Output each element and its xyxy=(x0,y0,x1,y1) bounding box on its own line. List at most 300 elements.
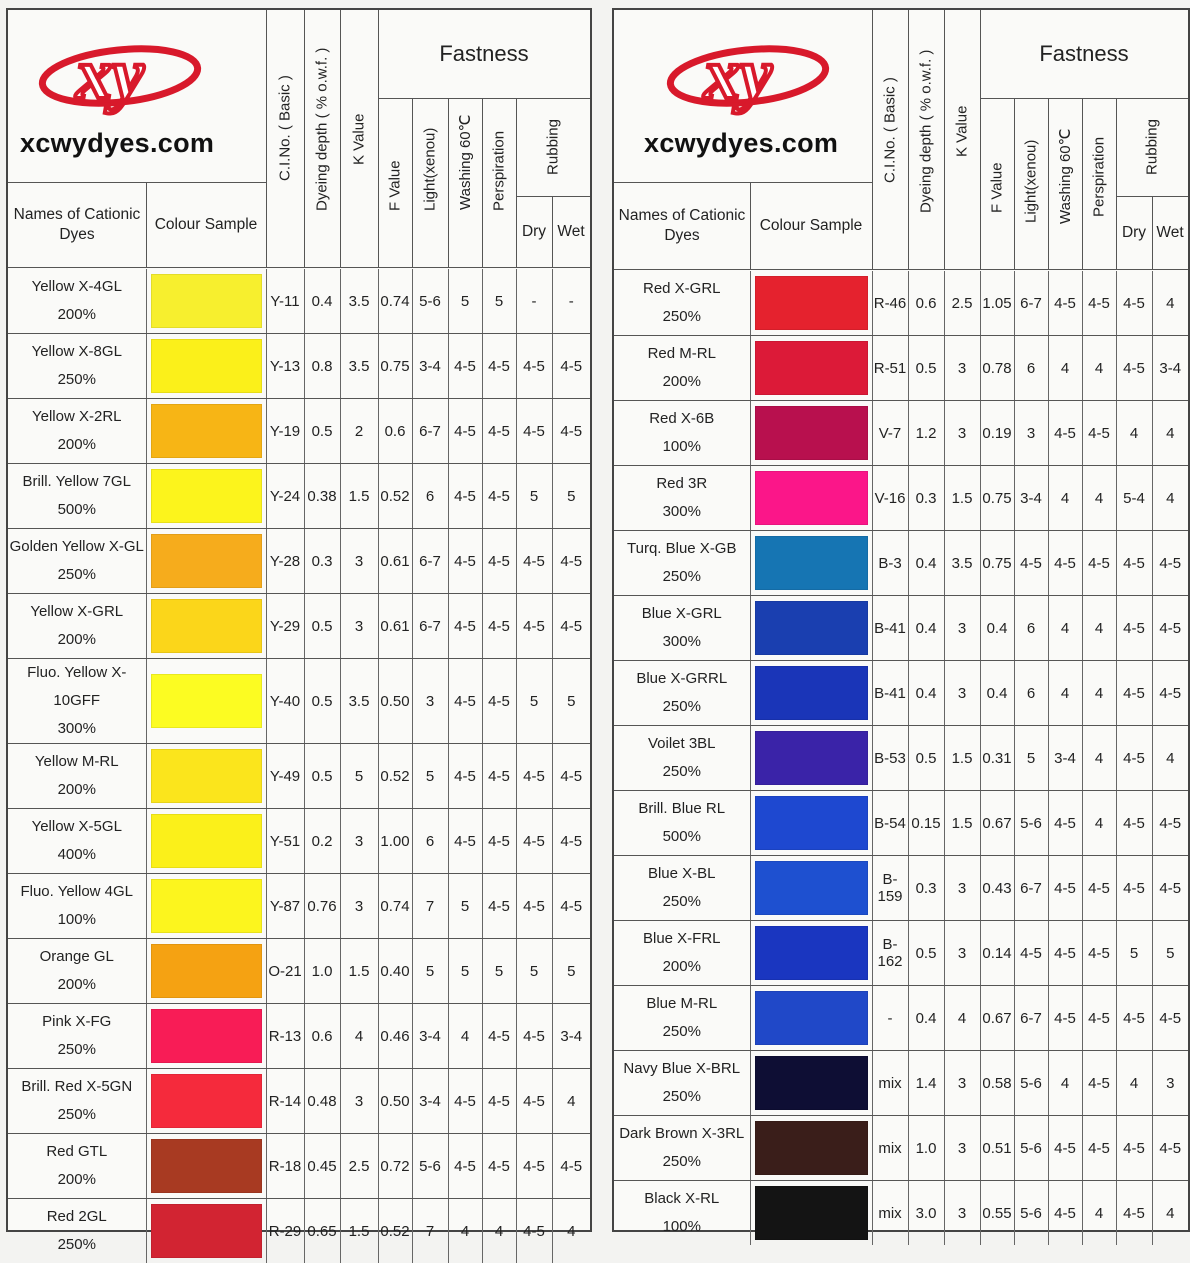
light-fastness-cell: 6-7 xyxy=(412,594,448,659)
dye-name-cell xyxy=(614,986,750,1051)
header-fastness: Fastness xyxy=(378,10,590,99)
colour-swatch xyxy=(755,666,868,720)
header-perspiration: Perspiration xyxy=(482,98,517,268)
rubbing-wet-cell: 4-5 xyxy=(1152,986,1188,1051)
dye-strength: 250% xyxy=(614,563,750,591)
table-row xyxy=(8,529,590,594)
rubbing-dry-cell: 4-5 xyxy=(1116,271,1152,336)
rubbing-wet-cell: 4 xyxy=(1152,466,1188,531)
perspiration-fastness-cell: 4-5 xyxy=(1082,986,1116,1051)
k-value-cell: 3 xyxy=(944,1181,980,1246)
dye-name: Orange GL xyxy=(8,943,146,971)
table-row xyxy=(614,596,1188,661)
k-value-cell: 3.5 xyxy=(340,269,378,334)
k-value-cell: 4 xyxy=(944,986,980,1051)
colour-swatch xyxy=(755,341,868,395)
dyeing-depth-cell: 0.4 xyxy=(304,269,340,334)
dye-name-cell xyxy=(8,334,146,399)
colour-sample-cell xyxy=(750,921,872,986)
k-value-cell: 3 xyxy=(944,921,980,986)
washing-fastness-cell: 4-5 xyxy=(448,399,482,464)
dyeing-depth-cell: 0.65 xyxy=(304,1199,340,1263)
ci-no-cell: Y-49 xyxy=(266,744,304,809)
dye-name: Brill. Red X-5GN xyxy=(8,1073,146,1101)
f-value-cell: 0.75 xyxy=(378,334,412,399)
ci-no-cell: B-3 xyxy=(872,531,908,596)
k-value-cell: 1.5 xyxy=(944,726,980,791)
colour-swatch xyxy=(151,599,262,653)
colour-swatch xyxy=(755,1121,868,1175)
rubbing-dry-cell: 5-4 xyxy=(1116,466,1152,531)
header-k-value: K Value xyxy=(944,10,981,270)
colour-swatch xyxy=(151,944,262,998)
washing-fastness-cell: 4 xyxy=(448,1004,482,1069)
colour-sample-cell xyxy=(750,271,872,336)
f-value-cell: 0.58 xyxy=(980,1051,1014,1116)
perspiration-fastness-cell: 5 xyxy=(482,939,516,1004)
dyeing-depth-cell: 0.15 xyxy=(908,791,944,856)
washing-fastness-cell: 3-4 xyxy=(1048,726,1082,791)
colour-sample-cell xyxy=(750,466,872,531)
f-value-cell: 0.78 xyxy=(980,336,1014,401)
rubbing-dry-cell: 5 xyxy=(516,659,552,744)
header-light: Light(xenou) xyxy=(412,98,449,268)
colour-swatch xyxy=(151,274,262,328)
washing-fastness-cell: 4-5 xyxy=(1048,856,1082,921)
washing-fastness-cell: 4-5 xyxy=(1048,1116,1082,1181)
rubbing-wet-cell: 4-5 xyxy=(552,874,590,939)
dye-name: Red 2GL xyxy=(8,1203,146,1231)
dyeing-depth-cell: 0.4 xyxy=(908,596,944,661)
colour-swatch xyxy=(755,471,868,525)
perspiration-fastness-cell: 5 xyxy=(482,269,516,334)
header-names: Names of Cationic Dyes xyxy=(8,182,147,268)
dye-name-cell xyxy=(614,336,750,401)
light-fastness-cell: 6 xyxy=(1014,596,1048,661)
washing-fastness-cell: 5 xyxy=(448,269,482,334)
rubbing-wet-cell: 4-5 xyxy=(552,1134,590,1199)
table-row xyxy=(614,1051,1188,1116)
washing-fastness-cell: 4-5 xyxy=(448,1134,482,1199)
f-value-cell: 0.61 xyxy=(378,529,412,594)
washing-fastness-cell: 4-5 xyxy=(448,1069,482,1134)
dyeing-depth-cell: 0.5 xyxy=(304,744,340,809)
k-value-cell: 3.5 xyxy=(340,659,378,744)
f-value-cell: 1.05 xyxy=(980,271,1014,336)
ci-no-cell: mix xyxy=(872,1116,908,1181)
washing-fastness-cell: 4-5 xyxy=(1048,1181,1082,1246)
dye-name: Red X-6B xyxy=(614,405,750,433)
table-row xyxy=(614,271,1188,336)
rubbing-wet-cell: 4 xyxy=(1152,1181,1188,1246)
k-value-cell: 3.5 xyxy=(944,531,980,596)
f-value-cell: 1.00 xyxy=(378,809,412,874)
dye-strength: 250% xyxy=(614,1083,750,1111)
dye-name-cell xyxy=(8,464,146,529)
colour-sample-cell xyxy=(750,596,872,661)
f-value-cell: 0.67 xyxy=(980,986,1014,1051)
dye-name-cell xyxy=(8,1134,146,1199)
colour-sample-cell xyxy=(146,269,266,334)
f-value-cell: 0.14 xyxy=(980,921,1014,986)
perspiration-fastness-cell: 4-5 xyxy=(482,659,516,744)
k-value-cell: 1.5 xyxy=(340,939,378,1004)
light-fastness-cell: 6 xyxy=(412,464,448,529)
rubbing-wet-cell: 4 xyxy=(552,1199,590,1263)
perspiration-fastness-cell: 4 xyxy=(482,1199,516,1263)
ci-no-cell: B-41 xyxy=(872,596,908,661)
colour-swatch xyxy=(755,991,868,1045)
f-value-cell: 0.74 xyxy=(378,874,412,939)
f-value-cell: 0.46 xyxy=(378,1004,412,1069)
colour-swatch xyxy=(755,1186,868,1240)
rubbing-wet-cell: 4-5 xyxy=(552,744,590,809)
logo-area xyxy=(614,10,873,183)
header-fastness: Fastness xyxy=(980,10,1188,99)
header-washing: Washing 60℃ xyxy=(1048,98,1083,270)
f-value-cell: 0.4 xyxy=(980,596,1014,661)
dyeing-depth-cell: 0.4 xyxy=(908,661,944,726)
light-fastness-cell: 5-6 xyxy=(1014,1116,1048,1181)
colour-swatch xyxy=(151,1074,262,1128)
dye-name-cell xyxy=(8,269,146,334)
f-value-cell: 0.43 xyxy=(980,856,1014,921)
washing-fastness-cell: 4-5 xyxy=(1048,791,1082,856)
washing-fastness-cell: 5 xyxy=(448,939,482,1004)
light-fastness-cell: 7 xyxy=(412,874,448,939)
light-fastness-cell: 5 xyxy=(412,939,448,1004)
k-value-cell: 3 xyxy=(944,336,980,401)
dye-strength: 250% xyxy=(8,366,146,394)
dye-chart-left xyxy=(6,8,592,1232)
dyeing-depth-cell: 0.6 xyxy=(304,1004,340,1069)
rubbing-dry-cell: 5 xyxy=(1116,921,1152,986)
k-value-cell: 3.5 xyxy=(340,334,378,399)
dye-name-cell xyxy=(614,1181,750,1246)
colour-swatch xyxy=(151,879,262,933)
colour-sample-cell xyxy=(146,1069,266,1134)
dye-name: Brill. Blue RL xyxy=(614,795,750,823)
perspiration-fastness-cell: 4-5 xyxy=(1082,921,1116,986)
k-value-cell: 3 xyxy=(944,1051,980,1116)
colour-sample-cell xyxy=(146,594,266,659)
perspiration-fastness-cell: 4-5 xyxy=(482,1069,516,1134)
rubbing-dry-cell: 4-5 xyxy=(1116,596,1152,661)
dyeing-depth-cell: 0.8 xyxy=(304,334,340,399)
header-rubbing: Rubbing xyxy=(516,98,590,197)
ci-no-cell: Y-51 xyxy=(266,809,304,874)
dye-name-cell xyxy=(614,921,750,986)
dye-strength: 250% xyxy=(8,561,146,589)
dye-name: Dark Brown X-3RL xyxy=(614,1120,750,1148)
ci-no-cell: O-21 xyxy=(266,939,304,1004)
light-fastness-cell: 6-7 xyxy=(1014,856,1048,921)
dye-strength: 500% xyxy=(614,823,750,851)
table-row xyxy=(8,269,590,334)
dyeing-depth-cell: 3.0 xyxy=(908,1181,944,1246)
k-value-cell: 1.5 xyxy=(340,464,378,529)
rubbing-dry-cell: 4-5 xyxy=(516,1004,552,1069)
light-fastness-cell: 3 xyxy=(1014,401,1048,466)
rubbing-dry-cell: 5 xyxy=(516,464,552,529)
colour-sample-cell xyxy=(146,1199,266,1263)
site-url: xcwydyes.com xyxy=(644,128,838,159)
dyeing-depth-cell: 0.45 xyxy=(304,1134,340,1199)
dye-name: Voilet 3BL xyxy=(614,730,750,758)
colour-swatch xyxy=(151,674,262,728)
washing-fastness-cell: 4-5 xyxy=(1048,531,1082,596)
k-value-cell: 2 xyxy=(340,399,378,464)
table-row xyxy=(614,1181,1188,1246)
ci-no-cell: B-54 xyxy=(872,791,908,856)
table-row xyxy=(8,659,590,744)
perspiration-fastness-cell: 4-5 xyxy=(482,1004,516,1069)
table-row xyxy=(8,809,590,874)
rubbing-dry-cell: 4-5 xyxy=(516,744,552,809)
colour-sample-cell xyxy=(146,464,266,529)
light-fastness-cell: 5-6 xyxy=(412,1134,448,1199)
dye-name-cell xyxy=(8,1004,146,1069)
perspiration-fastness-cell: 4 xyxy=(1082,1181,1116,1246)
perspiration-fastness-cell: 4 xyxy=(1082,661,1116,726)
dyeing-depth-cell: 0.2 xyxy=(304,809,340,874)
perspiration-fastness-cell: 4-5 xyxy=(1082,401,1116,466)
colour-sample-cell xyxy=(750,531,872,596)
ci-no-cell: R-14 xyxy=(266,1069,304,1134)
washing-fastness-cell: 4-5 xyxy=(448,744,482,809)
washing-fastness-cell: 4-5 xyxy=(1048,921,1082,986)
dye-name-cell xyxy=(614,856,750,921)
perspiration-fastness-cell: 4-5 xyxy=(482,874,516,939)
dye-name-cell xyxy=(8,594,146,659)
rubbing-dry-cell: 4-5 xyxy=(1116,1116,1152,1181)
washing-fastness-cell: 4 xyxy=(1048,596,1082,661)
perspiration-fastness-cell: 4-5 xyxy=(482,529,516,594)
ci-no-cell: - xyxy=(872,986,908,1051)
light-fastness-cell: 6 xyxy=(412,809,448,874)
f-value-cell: 0.75 xyxy=(980,466,1014,531)
table-row xyxy=(8,744,590,809)
dye-name-cell xyxy=(8,529,146,594)
light-fastness-cell: 5 xyxy=(412,744,448,809)
dye-name: Fluo. Yellow 4GL xyxy=(8,878,146,906)
ci-no-cell: R-13 xyxy=(266,1004,304,1069)
k-value-cell: 3 xyxy=(944,401,980,466)
colour-swatch xyxy=(755,1056,868,1110)
ci-no-cell: V-7 xyxy=(872,401,908,466)
rubbing-wet-cell: 4 xyxy=(1152,271,1188,336)
dye-name-cell xyxy=(8,809,146,874)
dye-name: Brill. Yellow 7GL xyxy=(8,468,146,496)
ci-no-cell: Y-13 xyxy=(266,334,304,399)
light-fastness-cell: 3 xyxy=(412,659,448,744)
ci-no-cell: Y-29 xyxy=(266,594,304,659)
ci-no-cell: B-159 xyxy=(872,856,908,921)
dyeing-depth-cell: 0.76 xyxy=(304,874,340,939)
table-row xyxy=(8,874,590,939)
k-value-cell: 3 xyxy=(944,856,980,921)
colour-swatch xyxy=(755,861,868,915)
dye-name: Yellow X-8GL xyxy=(8,338,146,366)
rubbing-wet-cell: 5 xyxy=(552,659,590,744)
perspiration-fastness-cell: 4-5 xyxy=(1082,1116,1116,1181)
rubbing-wet-cell: 4 xyxy=(552,1069,590,1134)
dyeing-depth-cell: 0.5 xyxy=(304,399,340,464)
dye-name: Red 3R xyxy=(614,470,750,498)
k-value-cell: 3 xyxy=(944,1116,980,1181)
xy-logo-icon xyxy=(38,38,218,118)
colour-swatch xyxy=(151,814,262,868)
colour-swatch xyxy=(151,404,262,458)
dye-strength: 250% xyxy=(614,693,750,721)
dye-name-cell xyxy=(614,791,750,856)
header-ci-no: C.I.No. ( Basic ) xyxy=(266,10,305,268)
ci-no-cell: mix xyxy=(872,1181,908,1246)
dyeing-depth-cell: 0.5 xyxy=(304,659,340,744)
ci-no-cell: B-162 xyxy=(872,921,908,986)
header-colour-sample: Colour Sample xyxy=(750,182,873,270)
header-perspiration: Perspiration xyxy=(1082,98,1117,270)
colour-swatch xyxy=(755,536,868,590)
light-fastness-cell: 5-6 xyxy=(1014,1181,1048,1246)
dyeing-depth-cell: 0.5 xyxy=(304,594,340,659)
ci-no-cell: Y-40 xyxy=(266,659,304,744)
ci-no-cell: Y-11 xyxy=(266,269,304,334)
washing-fastness-cell: 4-5 xyxy=(1048,271,1082,336)
colour-sample-cell xyxy=(750,791,872,856)
dye-name-cell xyxy=(614,726,750,791)
f-value-cell: 0.50 xyxy=(378,1069,412,1134)
header-dry: Dry xyxy=(516,196,553,268)
colour-sample-cell xyxy=(146,744,266,809)
table-row xyxy=(614,726,1188,791)
k-value-cell: 4 xyxy=(340,1004,378,1069)
rubbing-dry-cell: 4-5 xyxy=(516,399,552,464)
f-value-cell: 0.51 xyxy=(980,1116,1014,1181)
rubbing-wet-cell: 4-5 xyxy=(552,399,590,464)
f-value-cell: 0.52 xyxy=(378,464,412,529)
dyeing-depth-cell: 0.5 xyxy=(908,726,944,791)
colour-sample-cell xyxy=(750,336,872,401)
k-value-cell: 5 xyxy=(340,744,378,809)
header-ci-no: C.I.No. ( Basic ) xyxy=(872,10,909,270)
dye-name-cell xyxy=(8,744,146,809)
rubbing-dry-cell: 4 xyxy=(1116,401,1152,466)
dye-name: Yellow X-5GL xyxy=(8,813,146,841)
table-row xyxy=(8,1069,590,1134)
ci-no-cell: Y-87 xyxy=(266,874,304,939)
dye-name: Red X-GRL xyxy=(614,275,750,303)
dye-strength: 100% xyxy=(614,1213,750,1241)
perspiration-fastness-cell: 4 xyxy=(1082,336,1116,401)
svg-text:xy: xy xyxy=(75,38,145,114)
k-value-cell: 3 xyxy=(340,874,378,939)
light-fastness-cell: 6-7 xyxy=(412,529,448,594)
dyeing-depth-cell: 0.3 xyxy=(908,856,944,921)
dye-name: Navy Blue X-BRL xyxy=(614,1055,750,1083)
table-row xyxy=(614,921,1188,986)
dyeing-depth-cell: 0.5 xyxy=(908,921,944,986)
table-row xyxy=(8,939,590,1004)
rubbing-dry-cell: 4-5 xyxy=(516,874,552,939)
f-value-cell: 0.75 xyxy=(980,531,1014,596)
rubbing-wet-cell: 4-5 xyxy=(552,809,590,874)
colour-swatch xyxy=(151,1139,262,1193)
f-value-cell: 0.4 xyxy=(980,661,1014,726)
dyeing-depth-cell: 0.5 xyxy=(908,336,944,401)
perspiration-fastness-cell: 4-5 xyxy=(482,594,516,659)
dye-strength: 250% xyxy=(614,888,750,916)
colour-sample-cell xyxy=(146,399,266,464)
dye-name-cell xyxy=(614,401,750,466)
table-row xyxy=(8,1004,590,1069)
rubbing-dry-cell: 4-5 xyxy=(516,1134,552,1199)
rubbing-dry-cell: 4-5 xyxy=(516,809,552,874)
colour-swatch xyxy=(755,276,868,330)
perspiration-fastness-cell: 4-5 xyxy=(1082,271,1116,336)
dye-table-left xyxy=(8,269,590,1263)
washing-fastness-cell: 4-5 xyxy=(1048,401,1082,466)
light-fastness-cell: 6-7 xyxy=(1014,271,1048,336)
header-dyeing-depth: Dyeing depth ( % o.w.f. ) xyxy=(908,10,945,270)
table-row xyxy=(614,531,1188,596)
dye-name-cell xyxy=(614,661,750,726)
colour-sample-cell xyxy=(146,809,266,874)
dye-name-cell xyxy=(8,939,146,1004)
dyeing-depth-cell: 1.0 xyxy=(908,1116,944,1181)
f-value-cell: 0.74 xyxy=(378,269,412,334)
k-value-cell: 1.5 xyxy=(340,1199,378,1263)
ci-no-cell: R-18 xyxy=(266,1134,304,1199)
dye-strength: 200% xyxy=(614,368,750,396)
perspiration-fastness-cell: 4 xyxy=(1082,466,1116,531)
table-row xyxy=(8,594,590,659)
k-value-cell: 3 xyxy=(340,594,378,659)
rubbing-dry-cell: 4-5 xyxy=(1116,856,1152,921)
dye-name: Fluo. Yellow X-10GFF xyxy=(8,659,146,715)
light-fastness-cell: 5-6 xyxy=(412,269,448,334)
perspiration-fastness-cell: 4-5 xyxy=(482,334,516,399)
table-row xyxy=(8,1199,590,1263)
dyeing-depth-cell: 0.4 xyxy=(908,531,944,596)
f-value-cell: 0.6 xyxy=(378,399,412,464)
dye-name-cell xyxy=(614,1116,750,1181)
rubbing-wet-cell: 4-5 xyxy=(1152,531,1188,596)
washing-fastness-cell: 4-5 xyxy=(448,594,482,659)
rubbing-wet-cell: 4-5 xyxy=(1152,1116,1188,1181)
light-fastness-cell: 3-4 xyxy=(412,1004,448,1069)
dye-name: Red GTL xyxy=(8,1138,146,1166)
ci-no-cell: Y-24 xyxy=(266,464,304,529)
rubbing-wet-cell: 5 xyxy=(552,464,590,529)
colour-sample-cell xyxy=(146,659,266,744)
f-value-cell: 0.50 xyxy=(378,659,412,744)
rubbing-dry-cell: 4-5 xyxy=(516,334,552,399)
light-fastness-cell: 5 xyxy=(1014,726,1048,791)
rubbing-dry-cell: 4-5 xyxy=(1116,336,1152,401)
colour-swatch xyxy=(755,796,868,850)
dye-name-cell xyxy=(614,1051,750,1116)
dye-name: Yellow X-GRL xyxy=(8,598,146,626)
washing-fastness-cell: 5 xyxy=(448,874,482,939)
dye-strength: 200% xyxy=(8,776,146,804)
rubbing-dry-cell: 4-5 xyxy=(516,1199,552,1263)
f-value-cell: 0.52 xyxy=(378,1199,412,1263)
light-fastness-cell: 3-4 xyxy=(412,334,448,399)
dye-table-right xyxy=(614,271,1188,1245)
k-value-cell: 3 xyxy=(944,661,980,726)
dye-strength: 400% xyxy=(8,841,146,869)
